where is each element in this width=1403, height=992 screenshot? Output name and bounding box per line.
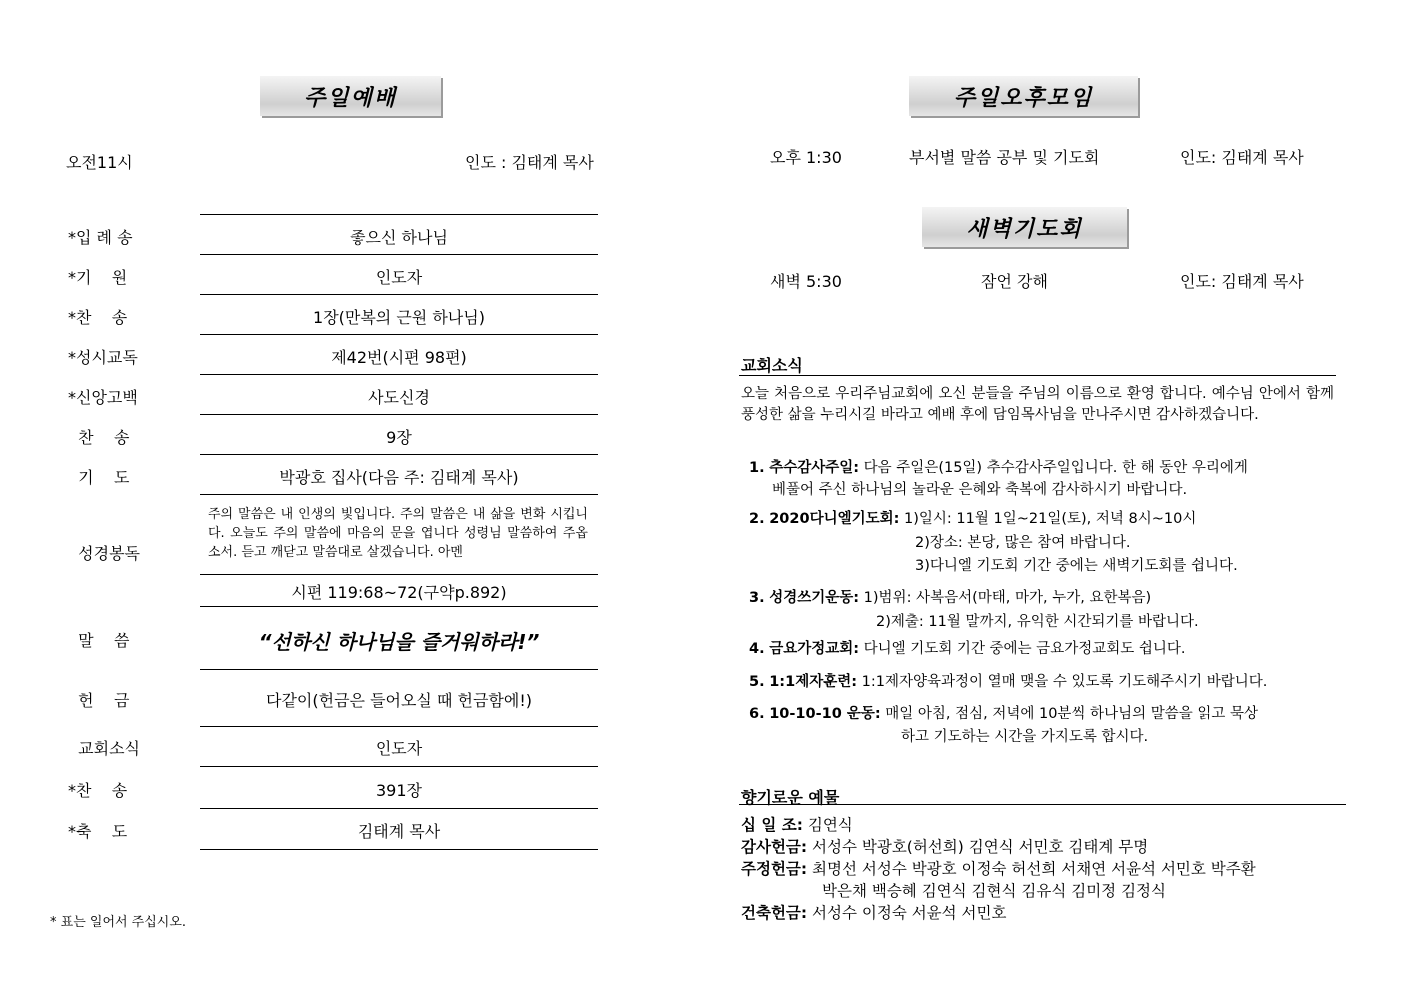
order-divider [200,214,598,215]
order-content: 다같이(헌금은 들어오실 때 헌금함에!) [266,691,532,710]
offering-head: 건축헌금: [741,904,808,922]
news-item-head: 10-10-10 운동: [769,706,881,722]
news-divider [739,375,1336,376]
news-item-number: 2. [749,511,765,527]
news-item-6 [749,703,1258,726]
scripture-reference: 시편 119:68~72(구약p.892) [291,583,507,602]
dawn-title-text: 새벽기도회 [966,216,1083,242]
news-item-2-cont: 3)다니엘 기도회 기간 중에는 새벽기도회를 쉽니다. [915,558,1238,574]
order-content: 사도신경 [368,388,430,407]
dawn-desc: 잠언 강해 [981,272,1048,291]
order-label: 헌 금 [68,691,130,710]
news-item-2-cont: 2)장소: 본당, 많은 참여 바랍니다. [915,535,1131,551]
news-item-text: 1:1제자양육과정이 열매 맺을 수 있도록 기도해주시기 바랍니다. [857,674,1268,690]
offering-row-building [741,902,1006,924]
news-item-1-cont: 베풀어 주신 하나님의 놀라운 은혜와 축복에 감사하시기 바랍니다. [772,482,1188,498]
news-item-6-cont: 하고 기도하는 시간을 가지도록 합시다. [901,729,1149,745]
news-item-head: 금요가정교회: [769,641,860,657]
scripture-reading-prayer: 주의 말씀은 내 인생의 빛입니다. 주의 말씀은 내 삶을 변화 시킵니다. 오늘도 주의 말씀에 마음의 문을 엽니다 성령님 말씀하여 주옵소서. 듣고 깨닫고 말씀대로 살겠습니다. 아멘 [208,507,588,560]
worship-title-text: 주일예배 [303,85,397,111]
worship-leader: 인도 : 김태계 목사 [465,153,594,172]
news-item-head: 성경쓰기운동: [769,590,860,606]
offering-head: 십 일 조: [741,816,803,834]
order-label: *기 원 [68,268,128,287]
news-item-head: 추수감사주일: [769,460,860,476]
news-item-head: 2020다니엘기도회: [769,511,900,527]
offering-row-weekly-cont [822,880,1166,902]
afternoon-leader: 인도: 김태계 목사 [1180,148,1304,167]
order-content: 김태계 목사 [357,822,441,841]
news-item-5 [749,671,1267,694]
order-divider [200,766,598,767]
order-content: 인도자 [375,268,423,287]
order-divider [200,726,598,727]
order-content: 좋으신 하나님 [350,228,448,247]
news-title: 교회소식 [741,356,803,375]
dawn-leader: 인도: 김태계 목사 [1180,272,1304,291]
offerings-title: 향기로운 예물 [741,788,840,807]
order-divider [200,294,598,295]
order-label: 말 씀 [68,631,130,650]
order-content: 제42번(시편 98편) [331,348,467,367]
news-item-text: 다니엘 기도회 기간 중에는 금요가정교회도 쉽니다. [859,641,1186,657]
news-item-2 [749,508,1196,531]
news-item-text: 매일 아침, 점심, 저녁에 10분씩 하나님의 말씀을 읽고 묵상 [880,706,1258,722]
order-content: 1장(만복의 근원 하나님) [313,308,485,327]
order-content: 박광호 집사(다음 주: 김태계 목사) [279,468,519,487]
order-divider [200,334,598,335]
order-divider [200,374,598,375]
offering-names: 김연식 [802,816,853,834]
order-divider [200,494,598,495]
news-item-1 [749,457,1248,480]
offering-names: 서성수 이정숙 서윤석 서민호 [807,904,1007,922]
order-divider [200,254,598,255]
order-divider [200,574,598,575]
news-item-head: 1:1제자훈련: [769,674,858,690]
afternoon-title [909,76,1138,116]
news-item-3-cont: 2)제출: 11월 말까지, 유익한 시간되기를 바랍니다. [876,614,1199,630]
order-label: *찬 송 [68,308,128,327]
news-item-text: 1)범위: 사복음서(마태, 마가, 누가, 요한복음) [859,590,1152,606]
order-label: 성경봉독 [68,544,140,563]
dawn-title [922,207,1127,247]
order-divider [200,808,598,809]
news-item-3 [749,587,1151,610]
order-label: *입 례 송 [68,228,133,247]
offering-names: 박은채 백승혜 김연식 김현식 김유식 김미정 김정식 [822,882,1166,900]
standing-footnote: * 표는 일어서 주십시오. [50,915,187,930]
news-item-text: 다음 주일은(15일) 추수감사주일입니다. 한 해 동안 우리에게 [859,460,1248,476]
order-label: 교회소식 [68,739,140,758]
offering-row-tithe [741,814,853,836]
order-label: 찬 송 [68,428,130,447]
order-label: *축 도 [68,822,128,841]
offerings-divider [739,804,1346,805]
sermon-title: “선하신 하나님을 즐거워하라!” [258,630,540,654]
news-item-number: 6. [749,706,765,722]
afternoon-title-text: 주일오후모임 [953,85,1094,111]
offering-head: 주정헌금: [741,860,808,878]
order-divider [200,606,598,607]
order-label: 기 도 [68,468,130,487]
dawn-time: 새벽 5:30 [770,272,842,291]
order-divider [200,414,598,415]
news-item-number: 5. [749,674,765,690]
news-item-number: 3. [749,590,765,606]
order-divider [200,669,598,670]
order-label: *신앙고백 [68,388,138,407]
order-label: *찬 송 [68,781,128,800]
order-content: 391장 [376,781,422,800]
news-intro: 오늘 처음으로 우리주님교회에 오신 분들을 주님의 이름으로 환영 합니다. 예수님 안에서 함께 풍성한 삶을 누리시길 바라고 예배 후에 담임목사님을 만나주시면 감사하겠습니다. [741,386,1334,423]
offering-names: 서성수 박광호(허선희) 김연식 서민호 김태계 무명 [807,838,1149,856]
order-content: 9장 [386,428,412,447]
offering-head: 감사헌금: [741,838,808,856]
order-divider [200,454,598,455]
news-item-text: 1)일시: 11월 1일~21일(토), 저녁 8시~10시 [899,511,1197,527]
order-content: 인도자 [375,739,423,758]
offering-row-weekly [741,858,1256,880]
order-divider [200,849,598,850]
news-item-4 [749,638,1185,661]
order-label: *성시교독 [68,348,138,367]
worship-time: 오전11시 [66,153,133,172]
afternoon-time: 오후 1:30 [770,148,842,167]
offering-names: 최명선 서성수 박광호 이정숙 허선희 서채연 서윤석 서민호 박주환 [807,860,1256,878]
news-item-number: 1. [749,460,765,476]
offering-row-thanks [741,836,1148,858]
news-item-number: 4. [749,641,765,657]
worship-title [260,76,441,116]
afternoon-desc: 부서별 말씀 공부 및 기도회 [909,148,1100,167]
